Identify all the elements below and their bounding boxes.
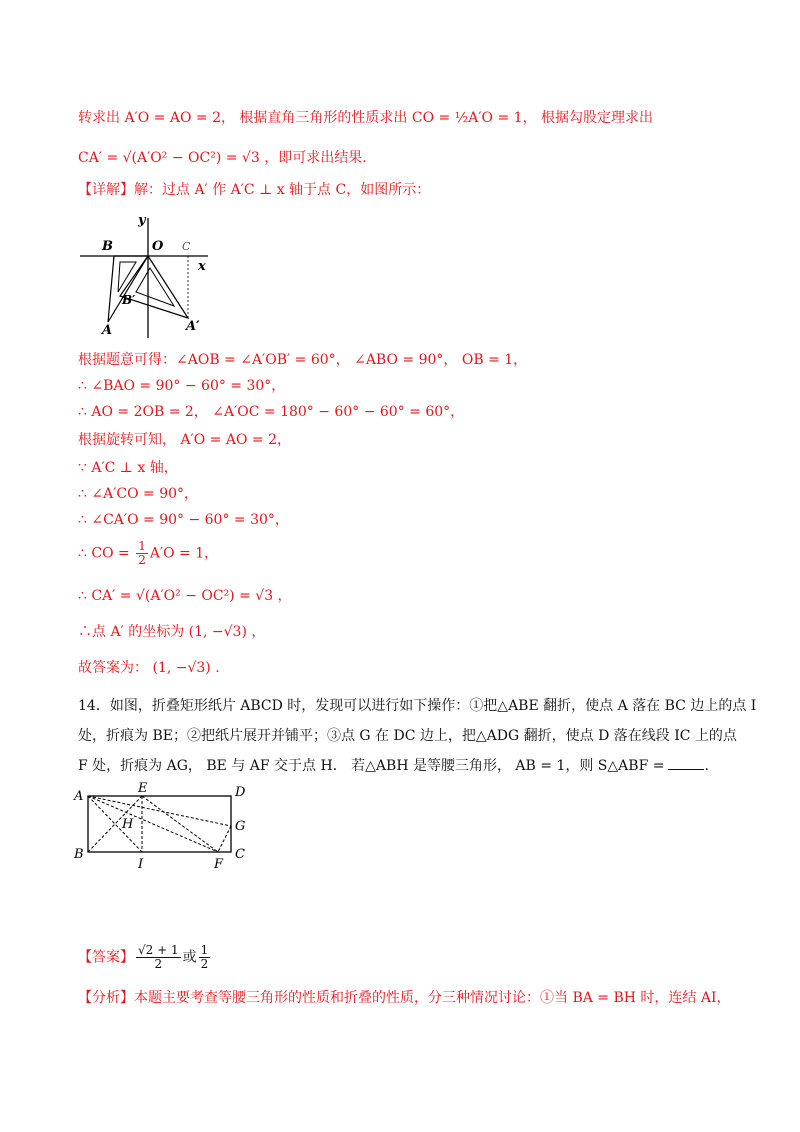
answer-frac2-den: 2 — [200, 957, 209, 971]
fold-af — [88, 796, 218, 852]
answer-frac1-den: 2 — [154, 957, 163, 971]
label-c: C — [182, 240, 191, 253]
analysis-para — [78, 988, 731, 1008]
rectangle-figure — [68, 780, 258, 872]
label-i2: I — [138, 857, 144, 872]
analysis-line-1: 转求出 A′O = AO = 2， 根据直角三角形的性质求出 CO = ½A′O = 1， 根据勾股定理求出 — [78, 110, 654, 126]
rectangle-abcd — [88, 796, 231, 852]
solution-line-9: ∴ CA′ = √(A′O² − OC²) = √3 ， — [78, 588, 292, 604]
half-fraction — [136, 540, 148, 567]
answer-fraction-2 — [199, 944, 211, 971]
triangle-abo — [108, 256, 148, 322]
analysis-line-2: CA′ = √(A′O² − OC²) = √3 ，即可求出结果. — [78, 150, 367, 166]
solution-line-8 — [78, 540, 728, 567]
analysis-text: 本题主要考查等腰三角形的性质和折叠的性质，分三种情况讨论：①当 BA = BH 时，连结 AI， — [134, 990, 731, 1006]
fold-ag — [88, 796, 231, 826]
label-e2: E — [138, 781, 148, 796]
solution-line-4: 根据旋转可知， A′O = AO = 2， — [78, 432, 291, 448]
solution-line-5: ∵ A′C ⊥ x 轴， — [78, 460, 178, 476]
label-y: y — [138, 213, 146, 228]
label-ap: A′ — [186, 319, 200, 334]
solution-line-2: ∴ ∠BAO = 90° − 60° = 30°， — [78, 378, 286, 394]
answer-or: 或 — [182, 949, 197, 966]
label-x: x — [198, 259, 206, 274]
answer-line — [78, 944, 728, 971]
label-b: B — [102, 239, 113, 254]
half-den: 2 — [138, 553, 146, 567]
label-g2: G — [235, 819, 246, 834]
detail-tag: 【详解】 — [78, 182, 134, 198]
solution-line-6: ∴ ∠A′CO = 90°， — [78, 486, 199, 502]
detail-line — [78, 180, 728, 200]
q14-line-1: 14．如图，折叠矩形纸片 ABCD 时，发现可以进行如下操作：①把△ABE 翻折，使点 A 落在 BC 边上的点 I — [78, 698, 757, 714]
label-c2: C — [235, 847, 245, 862]
solution-line-3: ∴ AO = 2OB = 2， ∠A′OC = 180° − 60° − 60° = 60°， — [78, 404, 465, 420]
answer-fraction-1 — [136, 944, 181, 971]
label-b2: B — [74, 847, 84, 862]
q14-line-3: F 处，折痕为 AG， BE 与 AF 交于点 H． 若△ABH 是等腰三角形， AB = 1，则 S△ABF = . — [78, 758, 709, 774]
label-o: O — [152, 239, 164, 254]
solution-line-1: 根据题意可得：∠AOB = ∠A′OB′ = 60°， ∠ABO = 90°， OB = 1， — [78, 352, 528, 368]
label-a2: A — [74, 789, 84, 804]
half-num: 1 — [138, 539, 146, 553]
final-answer-line: 故答案为： (1, −√3) . — [78, 660, 220, 676]
answer-tag: 【答案】 — [78, 949, 134, 966]
q14-line-2: 处，折痕为 BE；②把纸片展开并铺平；③点 G 在 DC 边上，把△ADG 翻折，使点 D 落在线段 IC 上的点 — [78, 728, 737, 744]
rotation-figure — [80, 210, 220, 340]
label-d2: D — [235, 785, 246, 800]
q14-line-3-text: F 处，折痕为 AG， BE 与 AF 交于点 H． 若△ABH 是等腰三角形， AB = 1，则 S△ABF = — [78, 758, 665, 774]
triangle-apbpo — [120, 256, 188, 318]
analysis-tag: 【分析】 — [78, 990, 134, 1006]
solution-line-10: ∴点 A′ 的坐标为 (1, −√3) ， — [78, 624, 266, 640]
answer-frac1-num: √2 + 1 — [138, 943, 179, 957]
co-suffix: A′O = 1， — [149, 545, 219, 562]
fold-gf — [218, 826, 231, 852]
detail-text: 解：过点 A′ 作 A′C ⊥ x 轴于点 C，如图所示： — [134, 182, 431, 198]
label-f2: F — [214, 857, 224, 872]
co-prefix: ∴ CO = — [78, 545, 135, 562]
label-a: A — [102, 323, 113, 338]
solution-line-7: ∴ ∠CA′O = 90° − 60° = 30°， — [78, 512, 289, 528]
answer-frac2-num: 1 — [200, 943, 209, 957]
label-bp: B′ — [122, 293, 136, 307]
label-h2: H — [122, 817, 134, 832]
answer-blank — [668, 756, 704, 770]
